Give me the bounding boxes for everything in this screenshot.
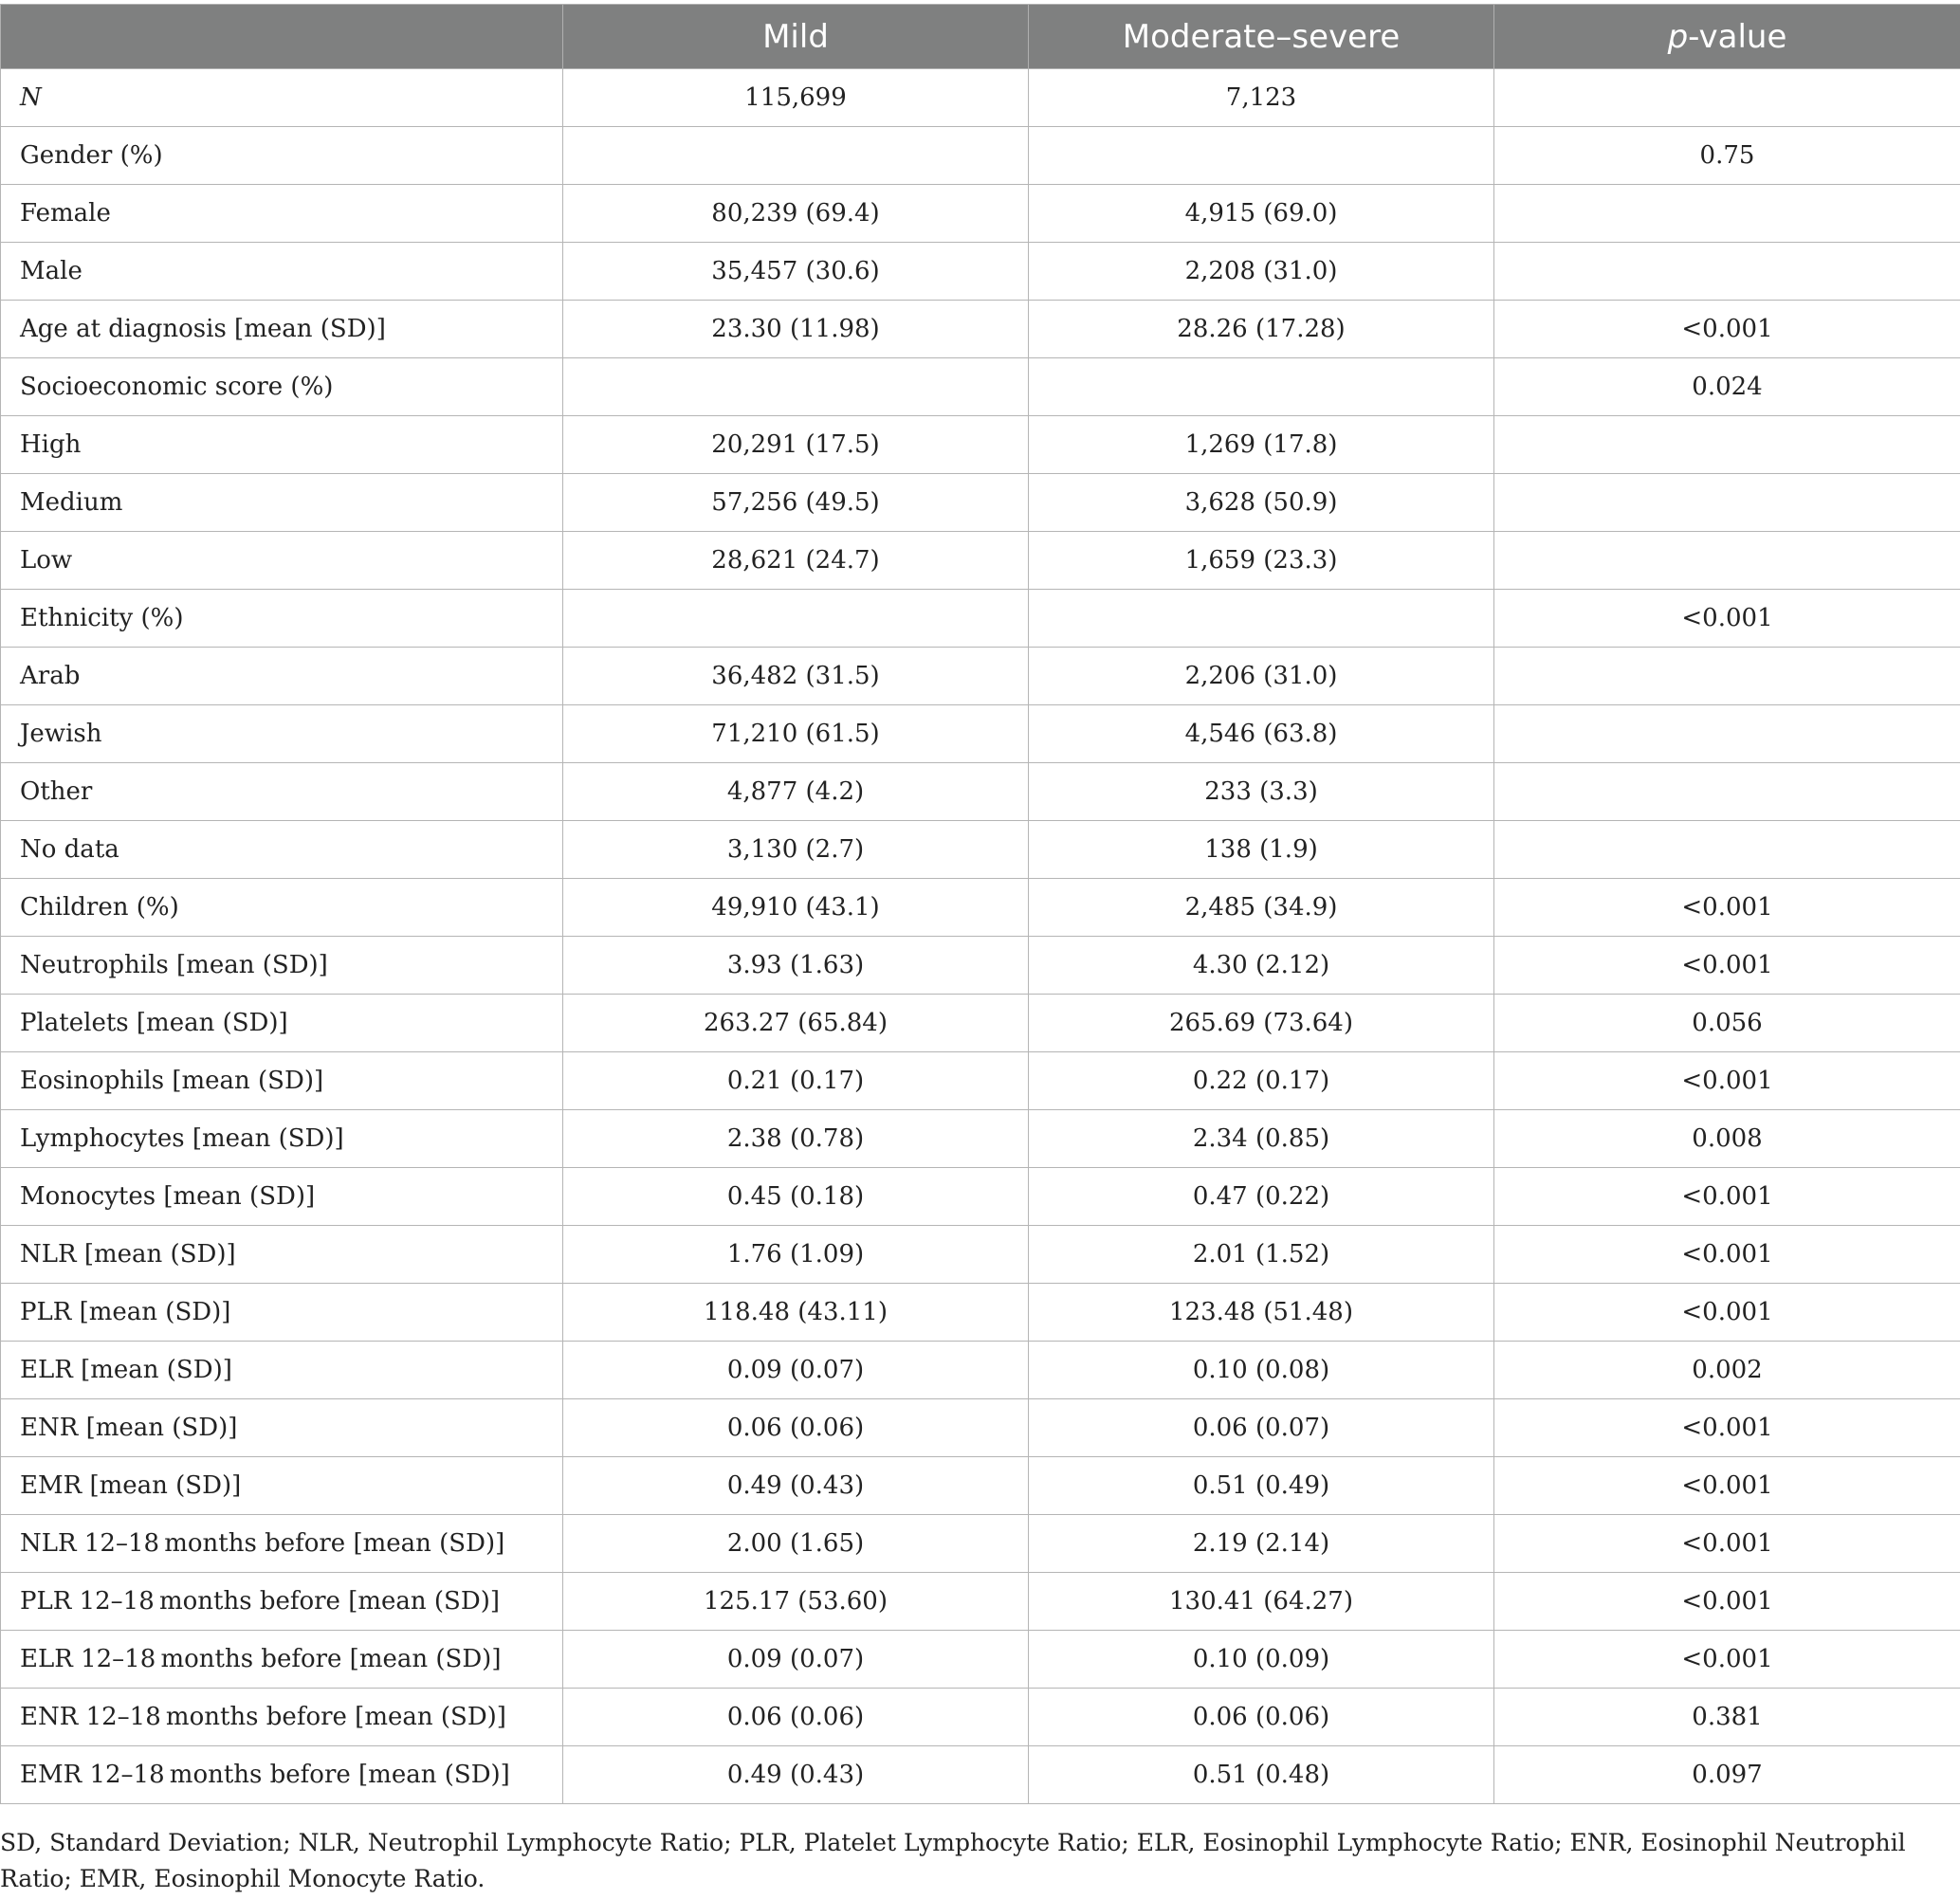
p-value-cell: [1494, 705, 1960, 763]
table-row: [1, 1631, 1960, 1689]
moderate-severe-value-cell: 2.01 (1.52): [1029, 1226, 1494, 1284]
row-label-cell: PLR [mean (SD)]: [1, 1284, 563, 1342]
p-value-cell: [1494, 821, 1960, 879]
moderate-severe-value-cell: 265.69 (73.64): [1029, 995, 1494, 1052]
table-row: [1, 590, 1960, 648]
table-row: [1, 995, 1960, 1052]
row-label-cell: Neutrophils [mean (SD)]: [1, 937, 563, 995]
moderate-severe-value-cell: 0.06 (0.07): [1029, 1399, 1494, 1457]
table-row: [1, 1342, 1960, 1399]
header-p-value: [1494, 5, 1960, 69]
moderate-severe-value-cell: 3,628 (50.9): [1029, 474, 1494, 532]
mild-value-cell: 0.21 (0.17): [563, 1052, 1029, 1110]
moderate-severe-value-cell: [1029, 127, 1494, 185]
moderate-severe-value-cell: 0.06 (0.06): [1029, 1689, 1494, 1746]
mild-value-cell: [563, 590, 1029, 648]
table-row: [1, 301, 1960, 358]
p-value-cell: 0.008: [1494, 1110, 1960, 1168]
moderate-severe-value-cell: 4.30 (2.12): [1029, 937, 1494, 995]
mild-value-cell: 0.09 (0.07): [563, 1631, 1029, 1689]
moderate-severe-value-cell: 123.48 (51.48): [1029, 1284, 1494, 1342]
table-row: [1, 705, 1960, 763]
row-label-cell: Female: [1, 185, 563, 243]
row-label-cell: Socioeconomic score (%): [1, 358, 563, 416]
characteristics-table: [0, 4, 1960, 1804]
row-label-cell: ENR 12–18 months before [mean (SD)]: [1, 1689, 563, 1746]
mild-value-cell: 3.93 (1.63): [563, 937, 1029, 995]
moderate-severe-value-cell: 7,123: [1029, 69, 1494, 127]
p-value-cell: <0.001: [1494, 1226, 1960, 1284]
table-row: [1, 1168, 1960, 1226]
mild-value-cell: 23.30 (11.98): [563, 301, 1029, 358]
moderate-severe-value-cell: 233 (3.3): [1029, 763, 1494, 821]
mild-value-cell: 118.48 (43.11): [563, 1284, 1029, 1342]
moderate-severe-value-cell: 130.41 (64.27): [1029, 1573, 1494, 1631]
table-row: [1, 1746, 1960, 1804]
p-value-cell: 0.75: [1494, 127, 1960, 185]
table-row: [1, 358, 1960, 416]
p-value-cell: 0.056: [1494, 995, 1960, 1052]
moderate-severe-value-cell: 4,915 (69.0): [1029, 185, 1494, 243]
mild-value-cell: 0.49 (0.43): [563, 1746, 1029, 1804]
row-label-cell: Arab: [1, 648, 563, 705]
moderate-severe-value-cell: 0.10 (0.08): [1029, 1342, 1494, 1399]
moderate-severe-value-cell: 1,269 (17.8): [1029, 416, 1494, 474]
row-label-cell: Ethnicity (%): [1, 590, 563, 648]
row-label-cell: Medium: [1, 474, 563, 532]
mild-value-cell: 71,210 (61.5): [563, 705, 1029, 763]
p-value-cell: <0.001: [1494, 590, 1960, 648]
header-p-rest: -value: [1688, 17, 1787, 56]
header-mild: Mild: [563, 5, 1029, 69]
moderate-severe-value-cell: 2,208 (31.0): [1029, 243, 1494, 301]
mild-value-cell: 0.45 (0.18): [563, 1168, 1029, 1226]
row-label-cell: Lymphocytes [mean (SD)]: [1, 1110, 563, 1168]
header-p-italic: p: [1667, 17, 1689, 56]
mild-value-cell: 57,256 (49.5): [563, 474, 1029, 532]
row-label-cell: Other: [1, 763, 563, 821]
mild-value-cell: 28,621 (24.7): [563, 532, 1029, 590]
p-value-cell: <0.001: [1494, 1573, 1960, 1631]
mild-value-cell: 80,239 (69.4): [563, 185, 1029, 243]
header-moderate-severe: Moderate–severe: [1029, 5, 1494, 69]
moderate-severe-value-cell: 4,546 (63.8): [1029, 705, 1494, 763]
table-header-row: [1, 5, 1960, 69]
row-label-cell: Children (%): [1, 879, 563, 937]
header-blank-cell: [1, 5, 563, 69]
row-label-cell: Jewish: [1, 705, 563, 763]
p-value-cell: 0.381: [1494, 1689, 1960, 1746]
table-row: [1, 1399, 1960, 1457]
mild-value-cell: 115,699: [563, 69, 1029, 127]
mild-value-cell: 36,482 (31.5): [563, 648, 1029, 705]
p-value-cell: 0.097: [1494, 1746, 1960, 1804]
mild-value-cell: 2.00 (1.65): [563, 1515, 1029, 1573]
mild-value-cell: 0.09 (0.07): [563, 1342, 1029, 1399]
moderate-severe-value-cell: 0.51 (0.48): [1029, 1746, 1494, 1804]
row-label-cell: Gender (%): [1, 127, 563, 185]
mild-value-cell: 20,291 (17.5): [563, 416, 1029, 474]
row-label-cell: N: [1, 69, 563, 127]
p-value-cell: [1494, 185, 1960, 243]
row-label-cell: Male: [1, 243, 563, 301]
moderate-severe-value-cell: 2.19 (2.14): [1029, 1515, 1494, 1573]
table-row: [1, 879, 1960, 937]
mild-value-cell: 4,877 (4.2): [563, 763, 1029, 821]
table-row: [1, 532, 1960, 590]
table-footnote: SD, Standard Deviation; NLR, Neutrophil Lymphocyte Ratio; PLR, Platelet Lymphocyte Ratio; ELR, Eosinophil Lymphocyte Ratio; ENR, Eosinophil Neutrophil Ratio; EMR, Eosinophil Monocyte Ratio.: [0, 1829, 1906, 1892]
p-value-cell: <0.001: [1494, 1284, 1960, 1342]
table-row: [1, 1052, 1960, 1110]
table-row: [1, 474, 1960, 532]
row-label-cell: Low: [1, 532, 563, 590]
moderate-severe-value-cell: 0.10 (0.09): [1029, 1631, 1494, 1689]
table-row: [1, 127, 1960, 185]
row-label-cell: High: [1, 416, 563, 474]
row-label-cell: NLR 12–18 months before [mean (SD)]: [1, 1515, 563, 1573]
table-row: [1, 243, 1960, 301]
mild-value-cell: [563, 358, 1029, 416]
table-row: [1, 821, 1960, 879]
moderate-severe-value-cell: 0.51 (0.49): [1029, 1457, 1494, 1515]
table-row: [1, 416, 1960, 474]
table-row: [1, 185, 1960, 243]
p-value-cell: <0.001: [1494, 1052, 1960, 1110]
row-label-cell: Age at diagnosis [mean (SD)]: [1, 301, 563, 358]
p-value-cell: [1494, 474, 1960, 532]
p-value-cell: 0.024: [1494, 358, 1960, 416]
mild-value-cell: 2.38 (0.78): [563, 1110, 1029, 1168]
table-row: [1, 648, 1960, 705]
p-value-cell: <0.001: [1494, 937, 1960, 995]
table-body: [1, 69, 1960, 1804]
moderate-severe-value-cell: 0.22 (0.17): [1029, 1052, 1494, 1110]
table-row: [1, 1110, 1960, 1168]
row-label-cell: Platelets [mean (SD)]: [1, 995, 563, 1052]
data-table-container: [0, 4, 1960, 1804]
p-value-cell: <0.001: [1494, 1457, 1960, 1515]
table-row: [1, 69, 1960, 127]
p-value-cell: <0.001: [1494, 879, 1960, 937]
p-value-cell: [1494, 416, 1960, 474]
table-row: [1, 1457, 1960, 1515]
mild-value-cell: [563, 127, 1029, 185]
moderate-severe-value-cell: 2.34 (0.85): [1029, 1110, 1494, 1168]
p-value-cell: 0.002: [1494, 1342, 1960, 1399]
table-row: [1, 937, 1960, 995]
moderate-severe-value-cell: 28.26 (17.28): [1029, 301, 1494, 358]
row-label-cell: ELR [mean (SD)]: [1, 1342, 563, 1399]
p-value-cell: [1494, 243, 1960, 301]
mild-value-cell: 125.17 (53.60): [563, 1573, 1029, 1631]
p-value-cell: <0.001: [1494, 1399, 1960, 1457]
mild-value-cell: 263.27 (65.84): [563, 995, 1029, 1052]
p-value-cell: [1494, 532, 1960, 590]
table-row: [1, 1226, 1960, 1284]
mild-value-cell: 3,130 (2.7): [563, 821, 1029, 879]
row-label-cell: EMR 12–18 months before [mean (SD)]: [1, 1746, 563, 1804]
table-row: [1, 1573, 1960, 1631]
row-label-cell: No data: [1, 821, 563, 879]
row-label-cell: Eosinophils [mean (SD)]: [1, 1052, 563, 1110]
mild-value-cell: 49,910 (43.1): [563, 879, 1029, 937]
p-value-cell: <0.001: [1494, 1515, 1960, 1573]
moderate-severe-value-cell: 1,659 (23.3): [1029, 532, 1494, 590]
mild-value-cell: 0.06 (0.06): [563, 1399, 1029, 1457]
row-label-cell: NLR [mean (SD)]: [1, 1226, 563, 1284]
p-value-cell: <0.001: [1494, 1631, 1960, 1689]
p-value-cell: [1494, 763, 1960, 821]
moderate-severe-value-cell: [1029, 590, 1494, 648]
row-label-cell: Monocytes [mean (SD)]: [1, 1168, 563, 1226]
row-label-cell: PLR 12–18 months before [mean (SD)]: [1, 1573, 563, 1631]
mild-value-cell: 35,457 (30.6): [563, 243, 1029, 301]
table-row: [1, 1284, 1960, 1342]
row-label-cell: EMR [mean (SD)]: [1, 1457, 563, 1515]
p-value-cell: [1494, 648, 1960, 705]
mild-value-cell: 0.06 (0.06): [563, 1689, 1029, 1746]
moderate-severe-value-cell: 0.47 (0.22): [1029, 1168, 1494, 1226]
moderate-severe-value-cell: 2,206 (31.0): [1029, 648, 1494, 705]
table-row: [1, 1689, 1960, 1746]
moderate-severe-value-cell: [1029, 358, 1494, 416]
p-value-cell: [1494, 69, 1960, 127]
table-row: [1, 763, 1960, 821]
row-label-cell: ELR 12–18 months before [mean (SD)]: [1, 1631, 563, 1689]
p-value-cell: <0.001: [1494, 301, 1960, 358]
mild-value-cell: 0.49 (0.43): [563, 1457, 1029, 1515]
moderate-severe-value-cell: 138 (1.9): [1029, 821, 1494, 879]
table-row: [1, 1515, 1960, 1573]
p-value-cell: <0.001: [1494, 1168, 1960, 1226]
moderate-severe-value-cell: 2,485 (34.9): [1029, 879, 1494, 937]
mild-value-cell: 1.76 (1.09): [563, 1226, 1029, 1284]
row-label-cell: ENR [mean (SD)]: [1, 1399, 563, 1457]
